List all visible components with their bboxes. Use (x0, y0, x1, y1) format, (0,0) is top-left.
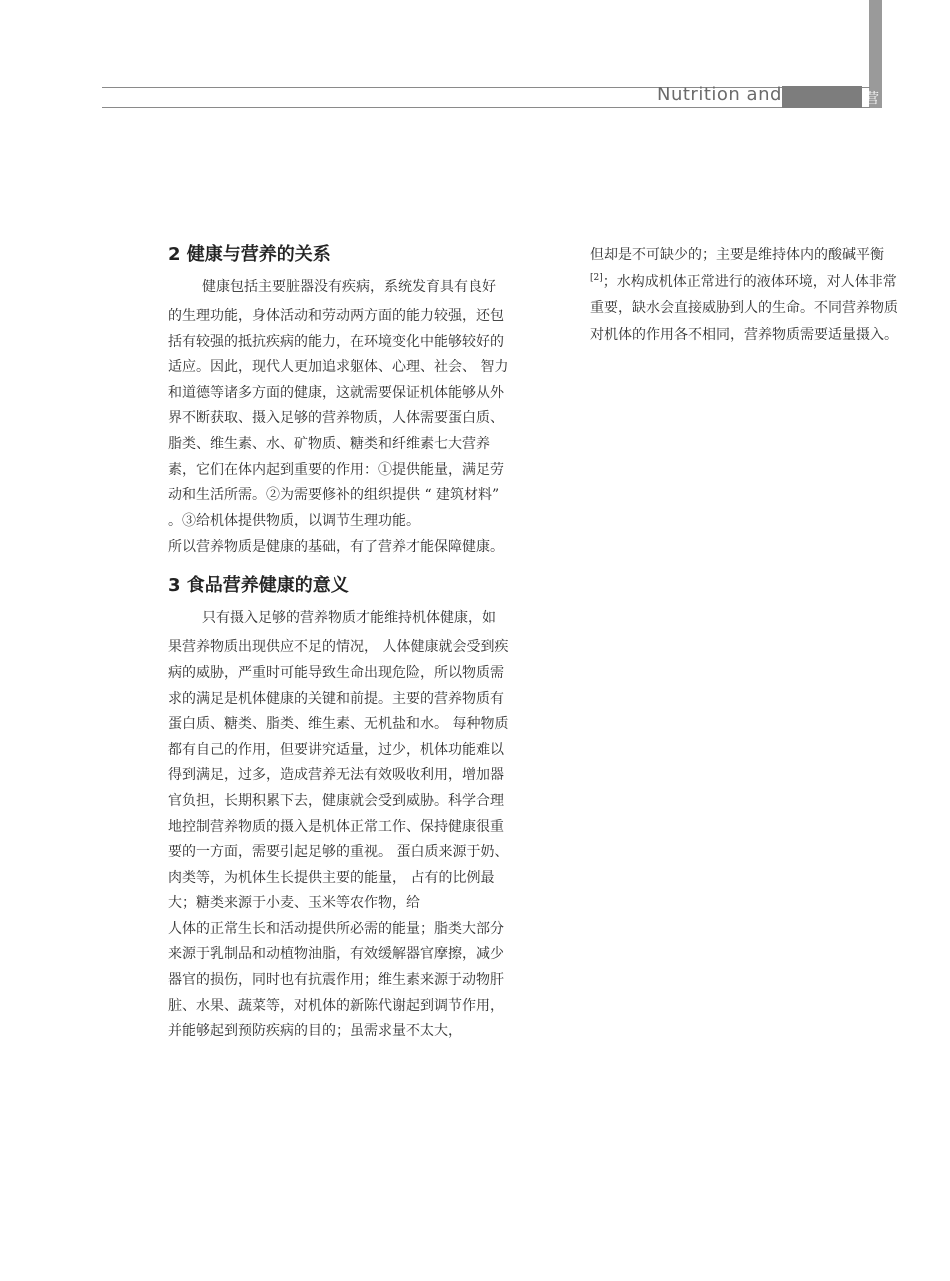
running-title: Nutrition and (657, 84, 782, 105)
section-2-title: 2 健康与营养的关系 (168, 244, 331, 265)
section-3-body-1: 果营养物质出现供应不足的情况， 人体健康就会受到疾病的威胁，严重时可能导致生命出现危险，所以物质需求的满足是机体健康的关键和前提。主要的营养物质有蛋白质、糖类、脂类、维生素、无机盐和水。 每种物质都有自己的作用，但要讲究适量，过少，机体功能难以得到满足，过多，造成营养无法有效吸收利用，增加器官负担，长期积累下去，健康就会受到威胁。科学合理地控制营养物质的摄入是机体正常工作、保持健康很重要的一方面，需要引起足够的重视。 蛋白质来源于奶、肉类等，为机体生长提供主要的能量， 占有的比例最大；糖类来源于小麦、玉米等农作物，给 (168, 639, 509, 912)
left-column (168, 242, 514, 1045)
section-3-title: 3 食品营养健康的意义 (168, 575, 349, 597)
section-2-lead: 健康包括主要脏器没有疾病，系统发育具有良好 (202, 279, 496, 295)
section-2-body: 的生理功能，身体活动和劳动两方面的能力较强，还包括有较强的抵抗疾病的能力，在环境变化中能够较好的适应。因此，现代人更加追求躯体、心理、社会、 智力和道德等诸多方面的健康，这就需要保证机体能够从外界不断获取、摄入足够的营养物质，人体需要蛋白质、脂类、维生素、水、矿物质、糖类和纤维素七大营养素，它们在体内起到重要的作用：①提供能量，满足劳动和生活所需。②为需要修补的组织提供 “ 建筑材料” 。③给机体提供物质，以调节生理功能。 (168, 308, 509, 529)
section-3-body-4: 并能够起到预防疾病的目的；虽需求量不太大， (168, 1023, 462, 1040)
section-3-body-2: 人体的正常生长和活动提供所必需的能量；脂类大部分 来源于乳制品和动植物油脂，有效缓解器官摩擦，减少 (168, 920, 504, 963)
section-3-body-3: 器官的损伤，同时也有抗震作用；维生素来源于动物肝 脏、水果、蔬菜等，对机体的新陈代谢起到调节作用， (168, 972, 504, 1014)
right-column-paragraph (590, 242, 906, 348)
right-text-b: ；水构成机体正常进行的液体环境，对人体非常重要，缺水会直接威胁到人的生命。不同营养物质对机体的作用各不相同，营养物质需要适量摄入。 (590, 273, 898, 343)
right-text-a: 但却是不可缺少的；主要是维持体内的酸碱平衡 (590, 247, 884, 263)
citation-ref[interactable]: [2] (590, 272, 603, 283)
header-rule-bottom (102, 107, 870, 108)
header-side-glyph: 营 (865, 91, 879, 107)
section-3-lead: 只有摄入足够的营养物质才能维持机体健康，如 (202, 610, 496, 627)
right-column (590, 242, 906, 348)
section-2-closing: 所以营养物质是健康的基础，有了营养才能保障健康。 (168, 539, 504, 556)
header-tab-block (782, 86, 862, 108)
